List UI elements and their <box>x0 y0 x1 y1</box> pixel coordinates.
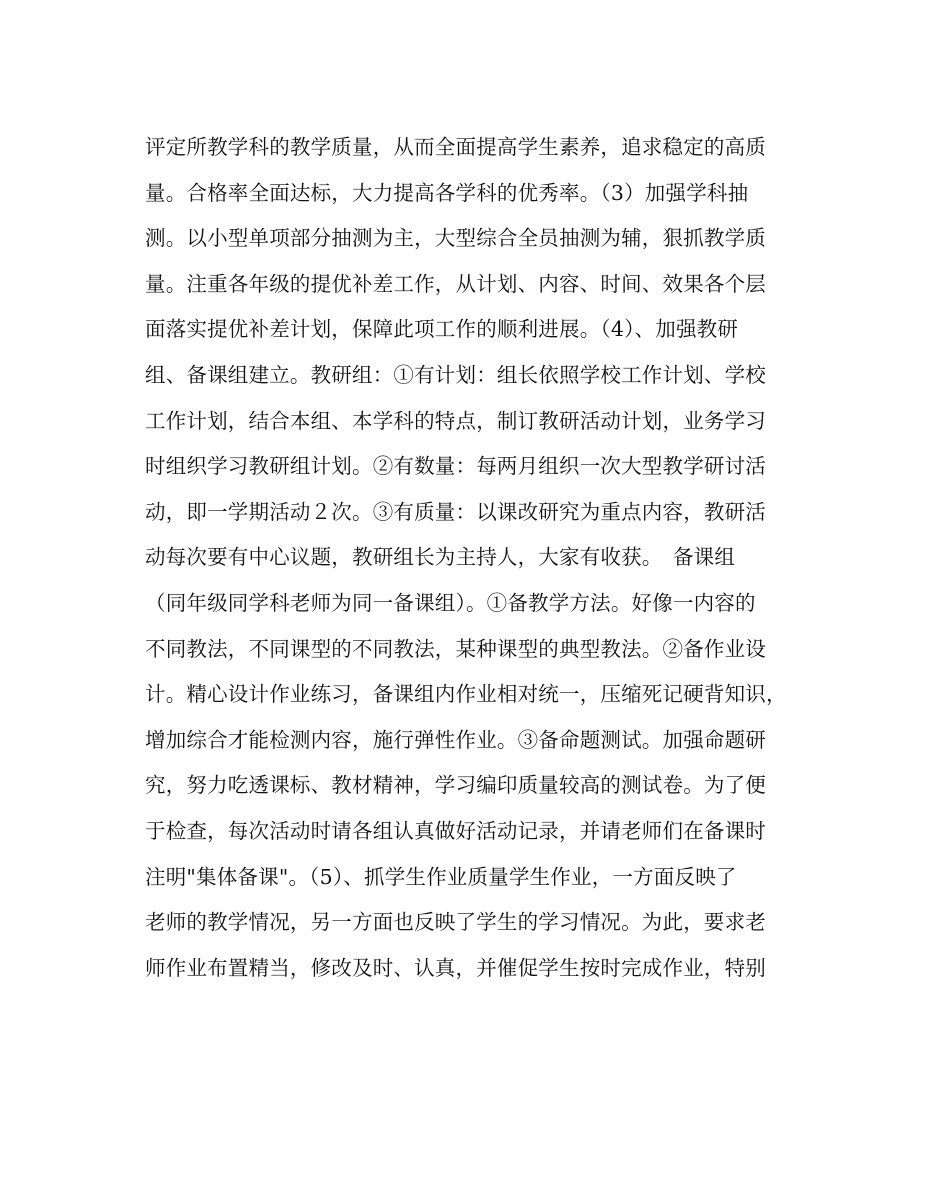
text-line: 不同教法，不同课型的不同教法，某种课型的典型教法。②备作业设 <box>145 636 766 661</box>
text-line: 动每次要有中心议题，教研组长为主持人，大家有收获。 备课组 <box>145 545 736 570</box>
text-line: 面落实提优补差计划，保障此项工作的顺利进展。（4）、加强教研 <box>145 317 739 342</box>
text-line: 时组织学习教研组计划。②有数量：每两月组织一次大型教学研讨活 <box>145 454 766 479</box>
text-line: 增加综合才能检测内容，施行弹性作业。③备命题测试。加强命题研 <box>145 727 766 752</box>
text-line: （同年级同学科老师为同一备课组）。①备教学方法。好像一内容的 <box>145 590 756 615</box>
text-line: 注明"集体备课"。（5）、抓学生作业质量学生作业，一方面反映了 <box>145 864 737 889</box>
text-line: 测。以小型单项部分抽测为主，大型综合全员抽测为辅，狠抓教学质 <box>145 226 766 251</box>
text-line: 师作业布置精当，修改及时、认真，并催促学生按时完成作业，特别 <box>145 955 766 980</box>
text-line: 量。合格率全面达标，大力提高各学科的优秀率。（3）加强学科抽 <box>145 180 749 205</box>
text-line: 动，即一学期活动２次。③有质量：以课改研究为重点内容，教研活 <box>145 499 766 524</box>
text-line: 老师的教学情况，另一方面也反映了学生的学习情况。为此，要求老 <box>145 910 766 935</box>
text-line: 于检查，每次活动时请各组认真做好活动记录，并请老师们在备课时 <box>145 818 766 843</box>
text-line: 组、备课组建立。教研组：①有计划：组长依照学校工作计划、学校 <box>145 362 766 387</box>
text-line: 评定所教学科的教学质量，从而全面提高学生素养，追求稳定的高质 <box>145 135 766 159</box>
text-line: 究，努力吃透课标、教材精神，学习编印质量较高的测试卷。为了便 <box>145 773 766 798</box>
text-line: 量。注重各年级的提优补差工作，从计划、内容、时间、效果各个层 <box>145 271 766 296</box>
text-line: 工作计划，结合本组、本学科的特点，制订教研活动计划，业务学习 <box>145 408 766 433</box>
text-line: 计。精心设计作业练习，备课组内作业相对统一，压缩死记硬背知识， <box>145 682 787 707</box>
body-text <box>145 125 825 991</box>
